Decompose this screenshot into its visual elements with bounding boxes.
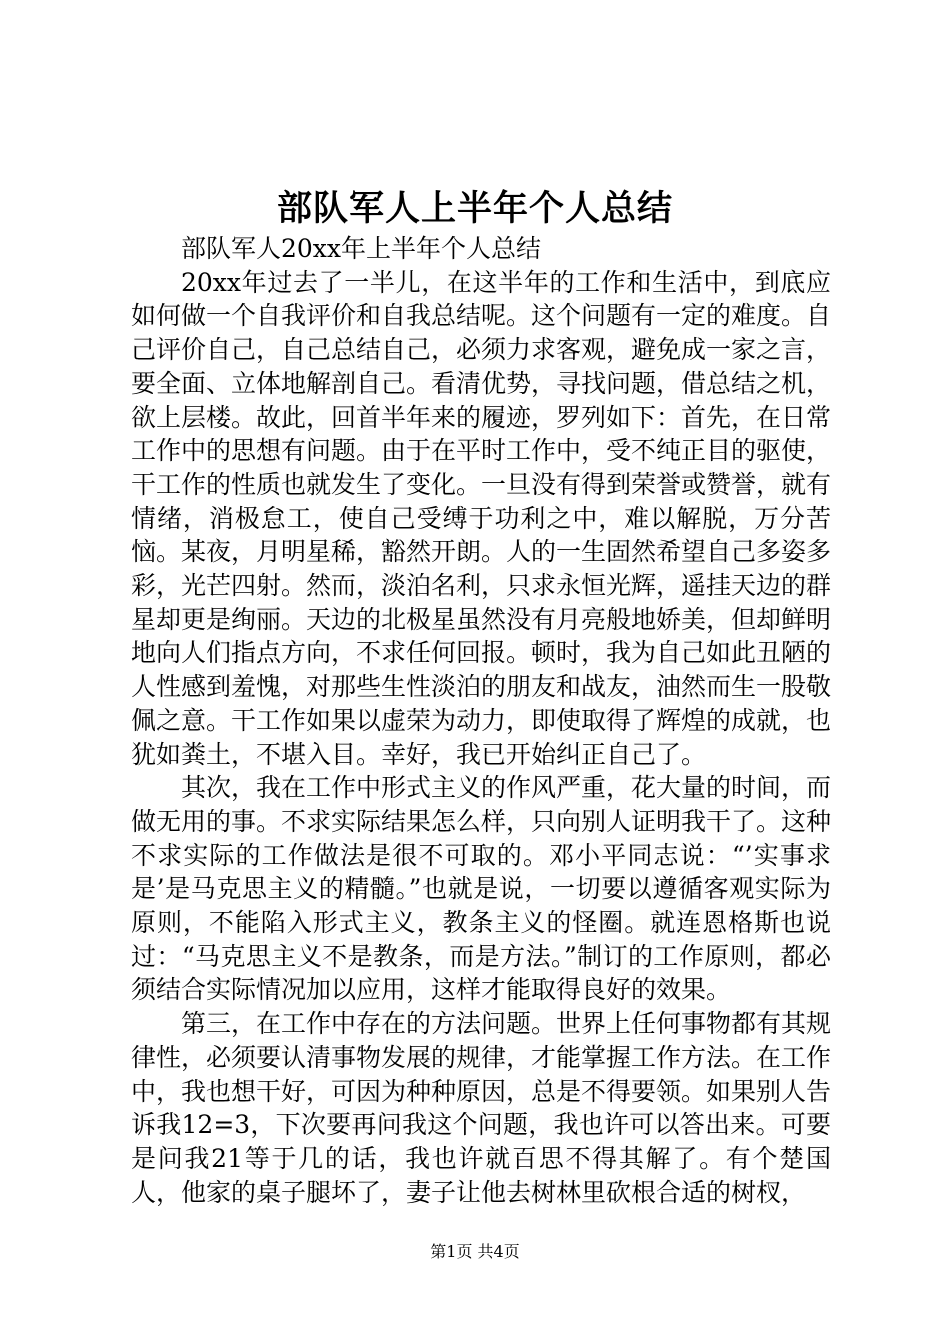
body-paragraph-2: 其次，我在工作中形式主义的作风严重，花大量的时间，而做无用的事。不求实际结果怎么样，只向别人证明我干了。这种不求实际的工作做法是很不可取的。邓小平同志说：“’实事求是’是马克思主义的精髓。”也就是说，一切要以遵循客观实际为原则，不能陷入形式主义，教条主义的怪圈。就连恩格斯也说过：“马克思主义不是教条，而是方法。”制订的工作原则，都必须结合实际情况加以应用，这样才能取得良好的效果。	[131, 773, 832, 1005]
body-paragraph-3: 第三，在工作中存在的方法问题。世界上任何事物都有其规律性，必须要认清事物发展的规律，才能掌握工作方法。在工作中，我也想干好，可因为种种原因，总是不得要领。如果别人告诉我12=3，下次要再问我这个问题，我也许可以答出来。可要是问我21等于几的话，我也许就百思不得其解了。有个楚国人，他家的桌子腿坏了，妻子让他去树林里砍根合适的树杈，	[131, 1009, 832, 1207]
page-footer: 第1页 共4页	[430, 1242, 520, 1261]
subtitle-paragraph: 部队军人20xx年上半年个人总结	[181, 234, 542, 263]
document-body	[131, 232, 831, 1209]
document-title: 部队军人上半年个人总结	[276, 188, 673, 229]
body-paragraph-1: 20xx年过去了一半儿，在这半年的工作和生活中，到底应如何做一个自我评价和自我总结呢。这个问题有一定的难度。自己评价自己，自己总结自己，必须力求客观，避免成一家之言，要全面、立体地解剖自己。看清优势，寻找问题，借总结之机，欲上层楼。故此，回首半年来的履迹，罗列如下：首先，在日常工作中的思想有问题。由于在平时工作中，受不纯正目的驱使，干工作的性质也就发生了变化。一旦没有得到荣誉或赞誉，就有情绪，消极怠工，使自己受缚于功利之中，难以解脱，万分苦恼。某夜，月明星稀，豁然开朗。人的一生固然希望自己多姿多彩，光芒四射。然而，淡泊名利，只求永恒光辉，遥挂天边的群星却更是绚丽。天边的北极星虽然没有月亮般地娇美，但却鲜明地向人们指点方向，不求任何回报。顿时，我为自己如此丑陋的人性感到羞愧，对那些生性淡泊的朋友和战友，油然而生一股敬佩之意。干工作如果以虚荣为动力，即使取得了辉煌的成就，也犹如粪土，不堪入目。幸好，我已开始纠正自己了。	[131, 267, 832, 769]
